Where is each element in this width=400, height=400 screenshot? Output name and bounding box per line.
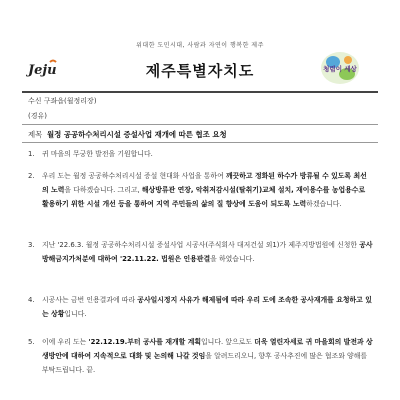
paragraph-body <box>42 293 373 321</box>
paragraph-number: 2. <box>28 172 35 180</box>
paragraph-body <box>42 147 373 161</box>
emphasis-text: '22.12.19.부터 공사를 재개할 계획 <box>88 338 202 346</box>
subject-bottom-rule <box>22 142 378 143</box>
emphasis-text: 깨끗하고 정화된 하수가 방류될 수 있도록 최선의 노력 <box>42 172 367 194</box>
emphasis-text: 공사방해금지가처분에 대하여 '22.11.22. 법원은 인용판결 <box>42 241 373 263</box>
subject-label: 제목 <box>28 130 43 139</box>
paragraph-text: 하겠습니다. <box>306 200 342 208</box>
via: (경유) <box>28 112 47 120</box>
paragraph-text: 귀 마을의 무궁한 발전을 기원합니다. <box>42 150 153 158</box>
emphasis-text: 공사일시정지 사유가 해제됨에 따라 우리 도에 조속한 공사재개를 요청하고 있는 상황 <box>42 296 372 318</box>
paragraph-body <box>42 335 373 377</box>
paragraph-text: 을 하였습니다. <box>210 255 255 263</box>
paragraph-number: 5. <box>28 338 35 346</box>
paragraph-number: 3. <box>28 241 35 249</box>
paragraph-text: 을 다하겠습니다. 그리고, <box>64 186 142 194</box>
integrity-logo-text: 청렴이 세상 <box>323 65 357 73</box>
paragraph-number: 1. <box>28 150 35 158</box>
header-rule <box>22 91 378 93</box>
paragraph-text: 입니다. 앞으로도 <box>201 338 255 346</box>
paragraph-body <box>42 169 373 211</box>
paragraph-text: 지난 '22.6.3. 월정 공공하수처리시설 증설사업 시공사(주식회사 대저건설 외1)가 제주지방법원에 신청한 <box>42 241 360 249</box>
paragraph-1 <box>28 147 373 161</box>
emphasis-text: 해상방류관 연장, 악취저감시설(탈취기)교체 설치, 재이용수를 농업용수로 활용하기 위한 시설 개선 등을 통하여 지역 주민들의 삶의 질 향상에 도움이 되도록 노력 <box>42 186 366 208</box>
slogan: 위대한 도민시대, 사람과 자연이 행복한 제주 <box>136 42 264 49</box>
paragraph-5 <box>28 335 373 374</box>
paragraph-number: 4. <box>28 296 35 304</box>
emphasis-text: 더욱 열린자세로 귀 마을회의 발전과 상생방안에 대하여 지속적으로 대화 및 논의해 나갈 것임 <box>42 338 373 360</box>
org-name: 제주특별자치도 <box>145 62 255 80</box>
jeju-logo-text: Jeju <box>28 63 57 78</box>
paragraph-text: 을 알려드리오니, 향후 공사추진에 많은 협조와 양해를 부탁드립니다. 끝. <box>42 352 368 374</box>
subject-title: 월정 공공하수처리시설 증설사업 재개에 따른 협조 요청 <box>46 130 227 139</box>
integrity-logo <box>318 48 362 88</box>
recipient: 수신 구좌읍(월정리장) <box>28 97 97 105</box>
paragraph-2 <box>28 169 373 208</box>
paragraph-text: 우리 도는 월정 공공하수처리시설 증설 현대화 사업을 통하여 <box>42 172 226 180</box>
subject-line <box>28 129 227 140</box>
paragraph-text: 시공사는 금번 인용결과에 따라 <box>42 296 138 304</box>
paragraph-body <box>42 238 373 266</box>
subject-top-rule <box>22 124 378 125</box>
paragraph-3 <box>28 238 373 263</box>
paragraph-4 <box>28 293 373 318</box>
paragraph-text: 입니다. <box>64 310 87 318</box>
paragraph-text: 이에 우리 도는 <box>42 338 89 346</box>
